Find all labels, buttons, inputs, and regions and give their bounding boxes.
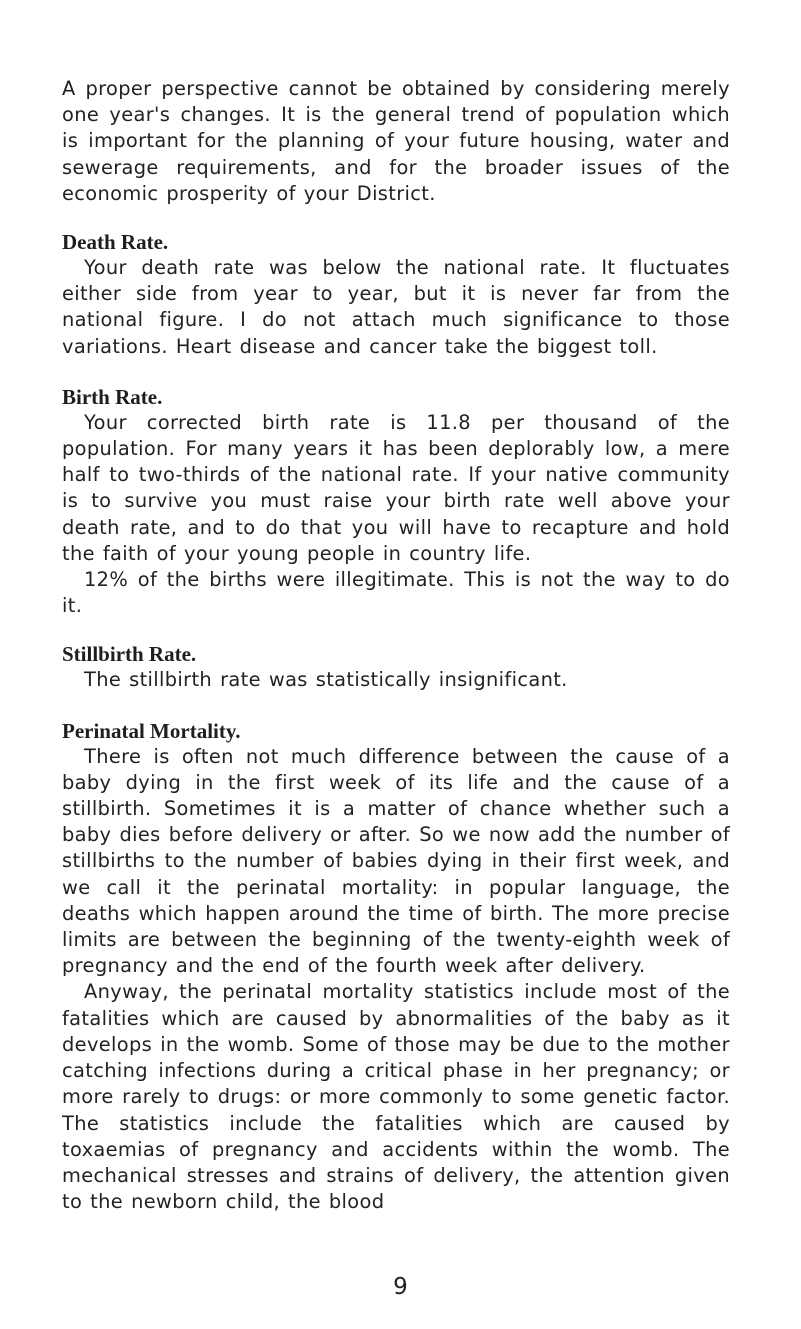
illegitimate-births-paragraph: 12% of the births were illegitimate. This is not the way to do it. [62,568,730,618]
birth-rate-paragraph: Your corrected birth rate is 11.8 per thousand of the population. For many years it has been deplorably low, a mere half to two-thirds of the national rate. If your native community is to survive you must raise your birth rate well above your death rate, and to do that you will have to recapture and hold the faith of your young people in country life. [62,410,730,565]
stillbirth-rate-heading: Stillbirth Rate. [62,642,197,667]
intro-paragraph: A proper perspective cannot be obtained by considering merely one year's changes. It is the general trend of population which is important for the planning of your future housing, water and sewerage requirements, and for the broader issues of the economic prosperity of your District. [62,77,730,205]
death-rate-heading: Death Rate. [62,230,169,255]
death-rate-paragraph: Your death rate was below the national rate. It fluctuates either side from year to year, but it is never far from the national figure. I do not attach much significance to those variations. Heart disease and cancer take the biggest toll. [62,256,730,358]
perinatal-mortality-paragraph-2: Anyway, the perinatal mortality statistics include most of the fatalities which are caused by abnormalities of the baby as it develops in the womb. Some of those may be due to the mother catching infections during a critical phase in her pregnancy; or more rarely to drugs: or more commonly to some genetic factor. The statistics include the fatalities which are caused by toxaemias of pregnancy and accidents within the womb. The mechanical stresses and strains of delivery, the attention given to the newborn child, the blood [62,980,730,1214]
perinatal-mortality-heading: Perinatal Mortality. [62,718,241,743]
perinatal-mortality-paragraph-1: There is often not much difference between the cause of a baby dying in the first week of its life and the cause of a stillbirth. Sometimes it is a matter of chance whether such a baby dies before delivery or after. So we now add the number of stillbirths to the number of babies dying in their first week, and we call it the perinatal mortality: in popular language, the deaths which happen around the time of birth. The more precise limits are between the beginning of the twenty-eighth week of pregnancy and the end of the fourth week after delivery. [62,744,730,978]
page-number: 9 [393,1274,408,1300]
birth-rate-heading: Birth Rate. [62,384,163,409]
document-page [62,76,730,1215]
stillbirth-rate-paragraph: The stillbirth rate was statistically insignificant. [84,668,568,692]
